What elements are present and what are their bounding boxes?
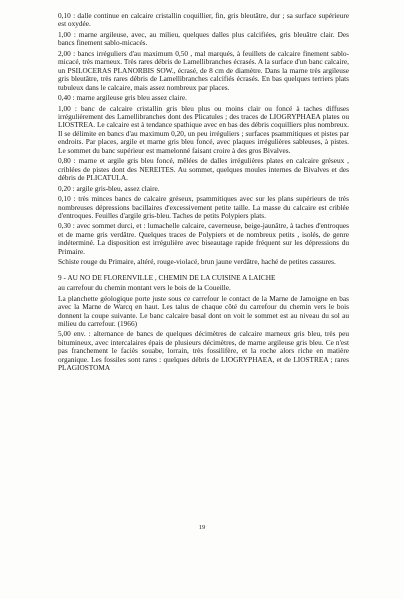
page-number: 19 [198,524,206,531]
paragraph: 0,20 : argile gris-bleu, assez claire. [58,183,160,193]
section-subtitle: au carrefour du chemin montant vers le bois de la Coueille. [58,283,231,293]
paragraph: Schiste rouge du Primaire, altéré, rouge-violacé, brun jaune verdâtre, haché de petites cassures. [58,257,336,267]
paragraph: 1,00 : marne argileuse, avec, au milieu, quelques dalles plus calcifiées, gris bleuâtre clair. Des bancs finement sablo-micacés. [58,29,349,48]
paragraph: 0,80 : marne et argile gris bleu foncé, mêlées de dalles irrégulières plates en calcaire gréseux , criblées de pistes dont des NEREITES. Au sommet, quelques moules internes de Bivalves et des débris de PLICATULA. [58,156,349,183]
paragraph: 2,00 : bancs irréguliers d'au maximum 0,50 , mal marqués, à feuillets de calcaire finement sablo-micacé, très marneux. Très rares débris de Lamellibranches écrasés. A la surface d'un banc calcaire, un PSILOCERAS PLANORBIS SOW., écrasé, de 8 cm de diamètre. Dans la marne très argileuse gris bleutâtre, très rares débris de Lamellibranches calcifiés écrasés. En bas quelques terriers plats tubuleux dans le calcaire, mais assez nombreux par places. [58,48,349,92]
document-body [58,12,349,375]
section-paragraph: 5,00 env. : alternance de bancs de quelques décimètres de calcaire marneux gris bleu, très peu bitumineux, avec intercalaires épais de plusieurs décimètres, de marne argileuse gris bleu. Ce n'est pas franchement le faciès souabe, lorrain, très fossilifère, et la roche alors riche en matière organique. Les fossiles sont rares : quelques débris de LIOGRYPHAEA, et de LIOSTREA ; rares PLAGIOSTOMA [58,329,349,373]
section-title: 9 - AU NO DE FLORENVILLE , CHEMIN DE LA CUISINE A LAICHE [58,272,276,282]
paragraph: 0,30 : avec sommet durci, et : lumachelle calcaire, caverneuse, beige-jaunâtre, à taches d'entroques et de marne gris verdâtre. Quelques traces de Polypiers et de nombreux petits , isolés, de genre indéterminé. La disposition est irrégulière avec biseautage rapide fréquent sur les dépressions du Primaire. [58,221,349,256]
section-paragraph: La planchette géologique porte juste sous ce carrefour le contact de la Marne de Jamoigne en bas avec la Marne de Warcq en haut. Les talus de chaque côté du carrefour du chemin vers le bois donnent la coupe suivante. Le banc calcaire basal dont on voit le sommet est au niveau du sol au milieu du carrefour. (1966) [58,293,349,328]
paragraph: 1,00 : banc de calcaire cristallin gris bleu plus ou moins clair ou foncé à taches diffuses irrégulièrement des Lamellibranches dont des Plicatules ; des traces de LIOGRYPHAEA plates ou LIOSTREA. Le calcaire est à tendance spathique avec en bas des débris coquilliers plus nombreux. Il se délimite en bancs d'au maximum 0,20, un peu irréguliers ; surfaces psammitiques et pistes par endroits. Par places, argile et marne gris bleu foncé, avec plaques irrégulières sableuses, à pistes. Le sommet du banc supérieur est mamelonné faisant croire à des gros Bivalves. [58,103,349,155]
paragraph: 0,10 : très minces bancs de calcaire gréseux, psammitiques avec sur les plans supérieurs de très nombreuses dépressions bacillaires d'excessivement petite taille. La masse du calcaire est criblée d'entroques. Feuilles d'argile gris-bleu. Taches de petits Polypiers plats. [58,194,349,220]
paragraph: 0,40 : marne argileuse gris bleu assez claire. [58,93,187,103]
paragraph: 0,10 : dalle continue en calcaire cristallin coquillier, fin, gris bleutâtre, dur ; sa surface supérieure est oxydée. [58,11,349,29]
